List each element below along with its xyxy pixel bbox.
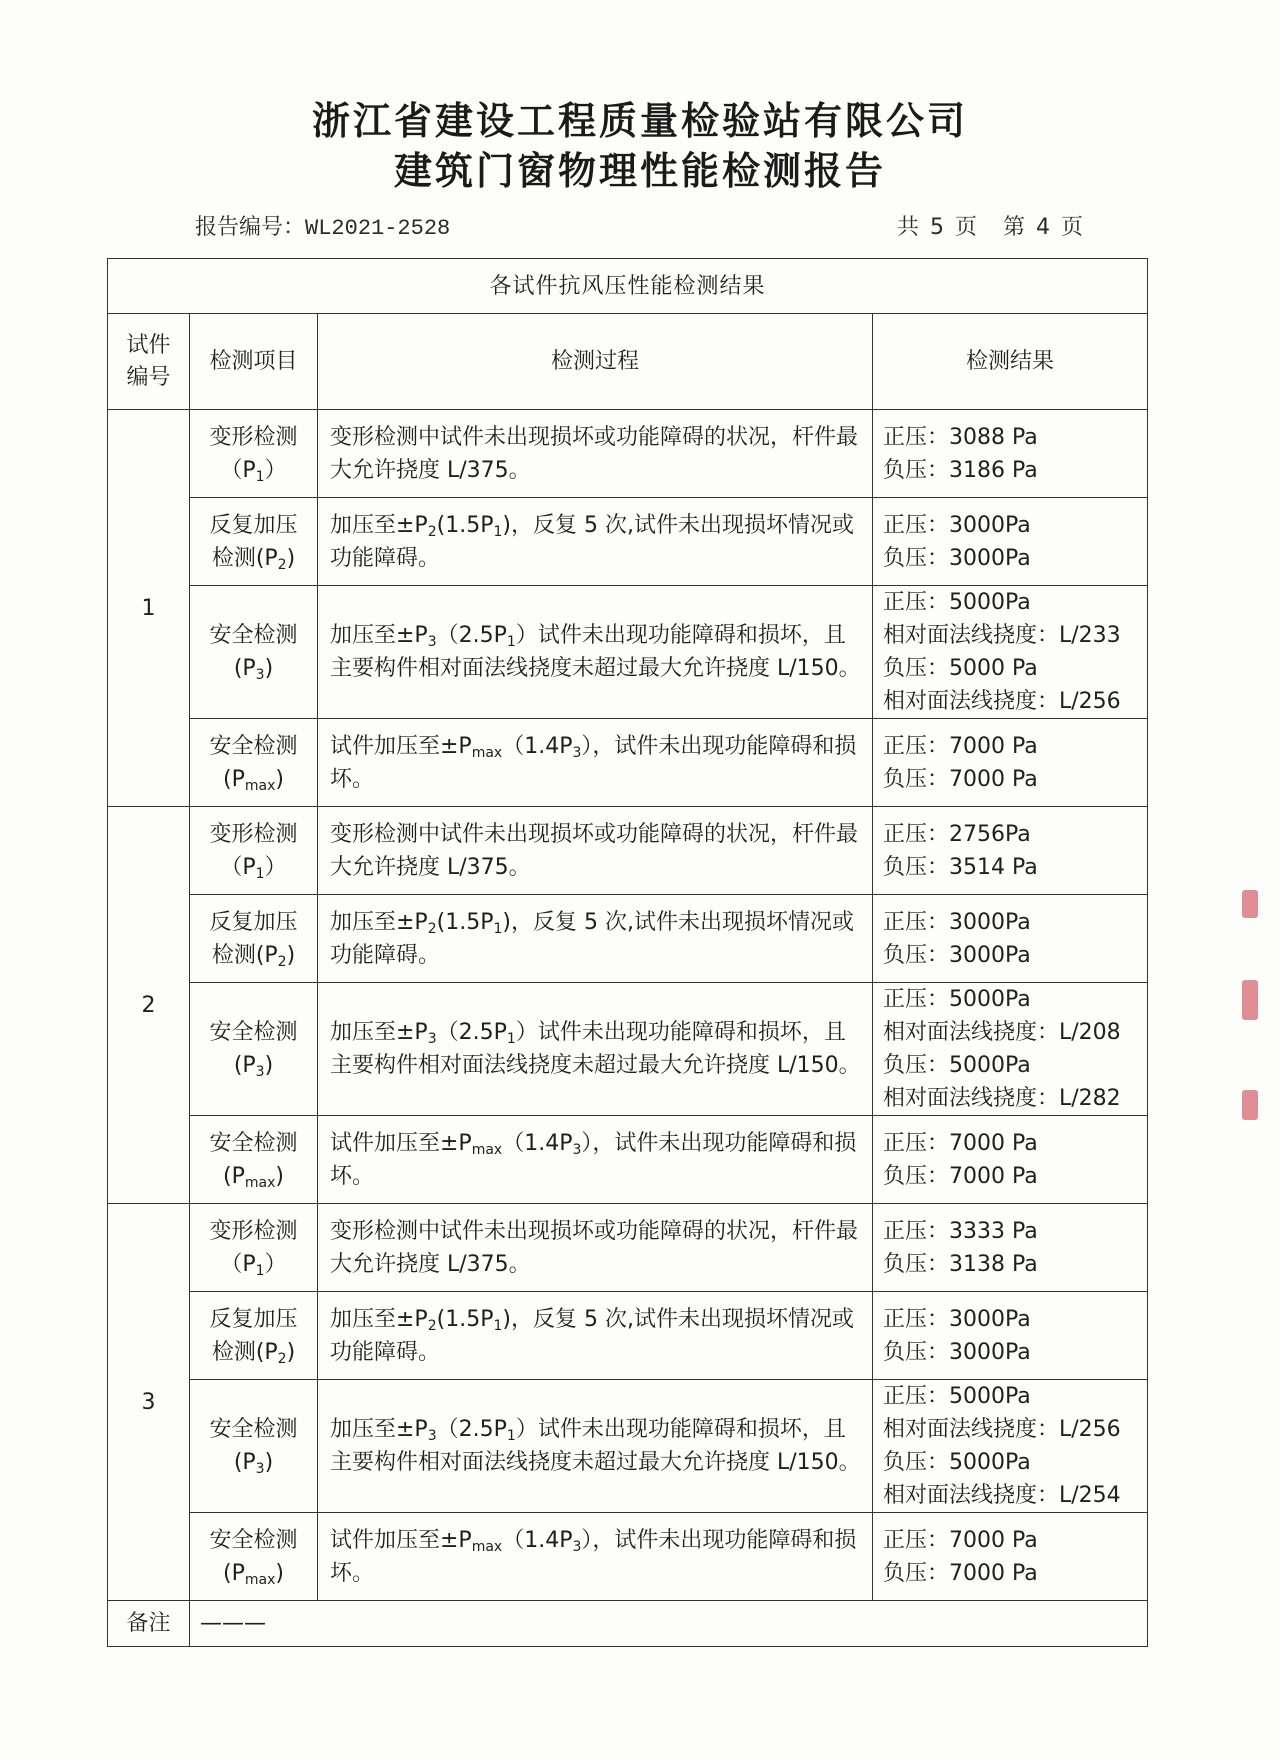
result-line: 正压：3088 Pa [883,424,1038,450]
table-row [108,498,1148,586]
result-line: 相对面法线挠度：L/254 [883,1483,1121,1508]
test-result [873,983,1148,1116]
test-result [873,1513,1148,1601]
result-line: 相对面法线挠度：L/256 [883,1417,1121,1442]
result-line: 正压：2756Pa [883,821,1031,847]
test-process: 变形检测中试件未出现损坏或功能障碍的状况，杆件最大允许挠度 L/375。 [318,807,873,895]
test-item: 安全检测 $(P_3)$ [190,1380,318,1513]
test-process: 试件加压至$\pm P_{max}(1.4P_3)$，试件未出现功能障碍和损坏。 [318,719,873,807]
test-item: 反复加压 检测$(P_2)$ [190,1292,318,1380]
test-item: 变形检测 $(P_1)$ [190,410,318,498]
test-item: 变形检测 $(P_1)$ [190,807,318,895]
test-result [873,719,1148,807]
header-sample-no [108,314,190,410]
result-line: 负压：3000Pa [883,942,1031,968]
test-result [873,586,1148,719]
result-line: 负压：5000Pa [883,1450,1031,1475]
test-result [873,498,1148,586]
report-number-label: 报告编号： [195,215,306,240]
result-line: 负压：3514 Pa [883,854,1038,880]
table-row [108,1116,1148,1204]
remarks-value: ——— [190,1601,1148,1647]
report-meta [195,210,1085,244]
header-test-result: 检测结果 [873,314,1148,410]
result-line: 正压：3333 Pa [883,1218,1038,1244]
test-item: 变形检测 $(P_1)$ [190,1204,318,1292]
test-process: 加压至$\pm P_2(1.5P_1)$，反复 5 次,试件未出现损坏情况或功能障碍。 [318,1292,873,1380]
header-test-item: 检测项目 [190,314,318,410]
header-test-process: 检测过程 [318,314,873,410]
result-line: 正压：7000 Pa [883,1527,1038,1553]
result-line: 负压：7000 Pa [883,1163,1038,1189]
table-row [108,983,1148,1116]
result-line: 负压：5000 Pa [883,656,1038,681]
test-item: 安全检测 $(P_3)$ [190,586,318,719]
test-process: 加压至$\pm P_2(1.5P_1)$，反复 5 次,试件未出现损坏情况或功能障碍。 [318,895,873,983]
report-number-line [195,210,450,241]
table-header-row [108,314,1148,410]
sample-number: 2 [108,807,190,1204]
test-process: 加压至$\pm P_2(1.5P_1)$，反复 5 次,试件未出现损坏情况或功能障碍。 [318,498,873,586]
table-row [108,1204,1148,1292]
result-line: 正压：3000Pa [883,512,1031,538]
test-process: 试件加压至$\pm P_{max}(1.4P_3)$，试件未出现功能障碍和损坏。 [318,1116,873,1204]
wind-pressure-results-table [107,258,1148,1647]
result-line: 负压：3138 Pa [883,1251,1038,1277]
result-line: 负压：7000 Pa [883,1560,1038,1586]
test-result [873,1380,1148,1513]
sample-number: 1 [108,410,190,807]
test-item: 安全检测 $(P_{max})$ [190,1116,318,1204]
result-line: 负压：5000Pa [883,1053,1031,1078]
table-row [108,1292,1148,1380]
test-result [873,1204,1148,1292]
table-row [108,895,1148,983]
report-number: WL2021-2528 [305,216,451,241]
test-item: 安全检测 $(P_{max})$ [190,719,318,807]
test-process: 加压至$\pm P_3(2.5P_1)$试件未出现功能障碍和损坏，且主要构件相对面法线挠度未超过最大允许挠度 L/150。 [318,983,873,1116]
test-result [873,1292,1148,1380]
report-title: 建筑门窗物理性能检测报告 [393,148,886,193]
test-process: 试件加压至$\pm P_{max}(1.4P_3)$，试件未出现功能障碍和损坏。 [318,1513,873,1601]
result-line: 负压：3000Pa [883,1339,1031,1365]
header-sample-line2: 编号 [126,364,171,390]
test-process: 加压至$\pm P_3(2.5P_1)$试件未出现功能障碍和损坏，且主要构件相对面法线挠度未超过最大允许挠度 L/150。 [318,1380,873,1513]
table-row [108,1380,1148,1513]
header-sample-line1: 试件 [126,332,171,358]
result-line: 正压：3000Pa [883,909,1031,935]
result-line: 正压：5000Pa [883,1384,1031,1409]
remarks-row [108,1601,1148,1647]
test-item: 反复加压 检测$(P_2)$ [190,895,318,983]
result-line: 相对面法线挠度：L/282 [883,1086,1121,1111]
result-line: 相对面法线挠度：L/256 [883,689,1121,714]
test-process: 变形检测中试件未出现损坏或功能障碍的状况，杆件最大允许挠度 L/375。 [318,1204,873,1292]
test-item: 安全检测 $(P_{max})$ [190,1513,318,1601]
table-row [108,719,1148,807]
page-info: 共 5 页 第 4 页 [897,215,1085,240]
result-line: 负压：3186 Pa [883,457,1038,483]
result-line: 正压：3000Pa [883,1306,1031,1332]
test-result [873,895,1148,983]
test-result [873,807,1148,895]
result-line: 正压：7000 Pa [883,733,1038,759]
report-header [0,96,1280,196]
result-line: 相对面法线挠度：L/208 [883,1020,1121,1045]
result-line: 负压：3000Pa [883,545,1031,571]
result-line: 正压：7000 Pa [883,1130,1038,1156]
result-line: 正压：5000Pa [883,987,1031,1012]
result-line: 相对面法线挠度：L/233 [883,623,1121,648]
table-row [108,1513,1148,1601]
remarks-label: 备注 [108,1601,190,1647]
table-caption: 各试件抗风压性能检测结果 [108,259,1148,314]
table-row [108,807,1148,895]
seal-stamp-fragment [1238,880,1260,1130]
table-row [108,410,1148,498]
test-process: 加压至$\pm P_3(2.5P_1)$试件未出现功能障碍和损坏，且主要构件相对面法线挠度未超过最大允许挠度 L/150。 [318,586,873,719]
test-item: 安全检测 $(P_3)$ [190,983,318,1116]
test-process: 变形检测中试件未出现损坏或功能障碍的状况，杆件最大允许挠度 L/375。 [318,410,873,498]
test-result [873,410,1148,498]
sample-number: 3 [108,1204,190,1601]
result-line: 负压：7000 Pa [883,766,1038,792]
table-row [108,586,1148,719]
result-line: 正压：5000Pa [883,590,1031,615]
company-name: 浙江省建设工程质量检验站有限公司 [311,98,968,143]
test-item: 反复加压 检测$(P_2)$ [190,498,318,586]
test-result [873,1116,1148,1204]
